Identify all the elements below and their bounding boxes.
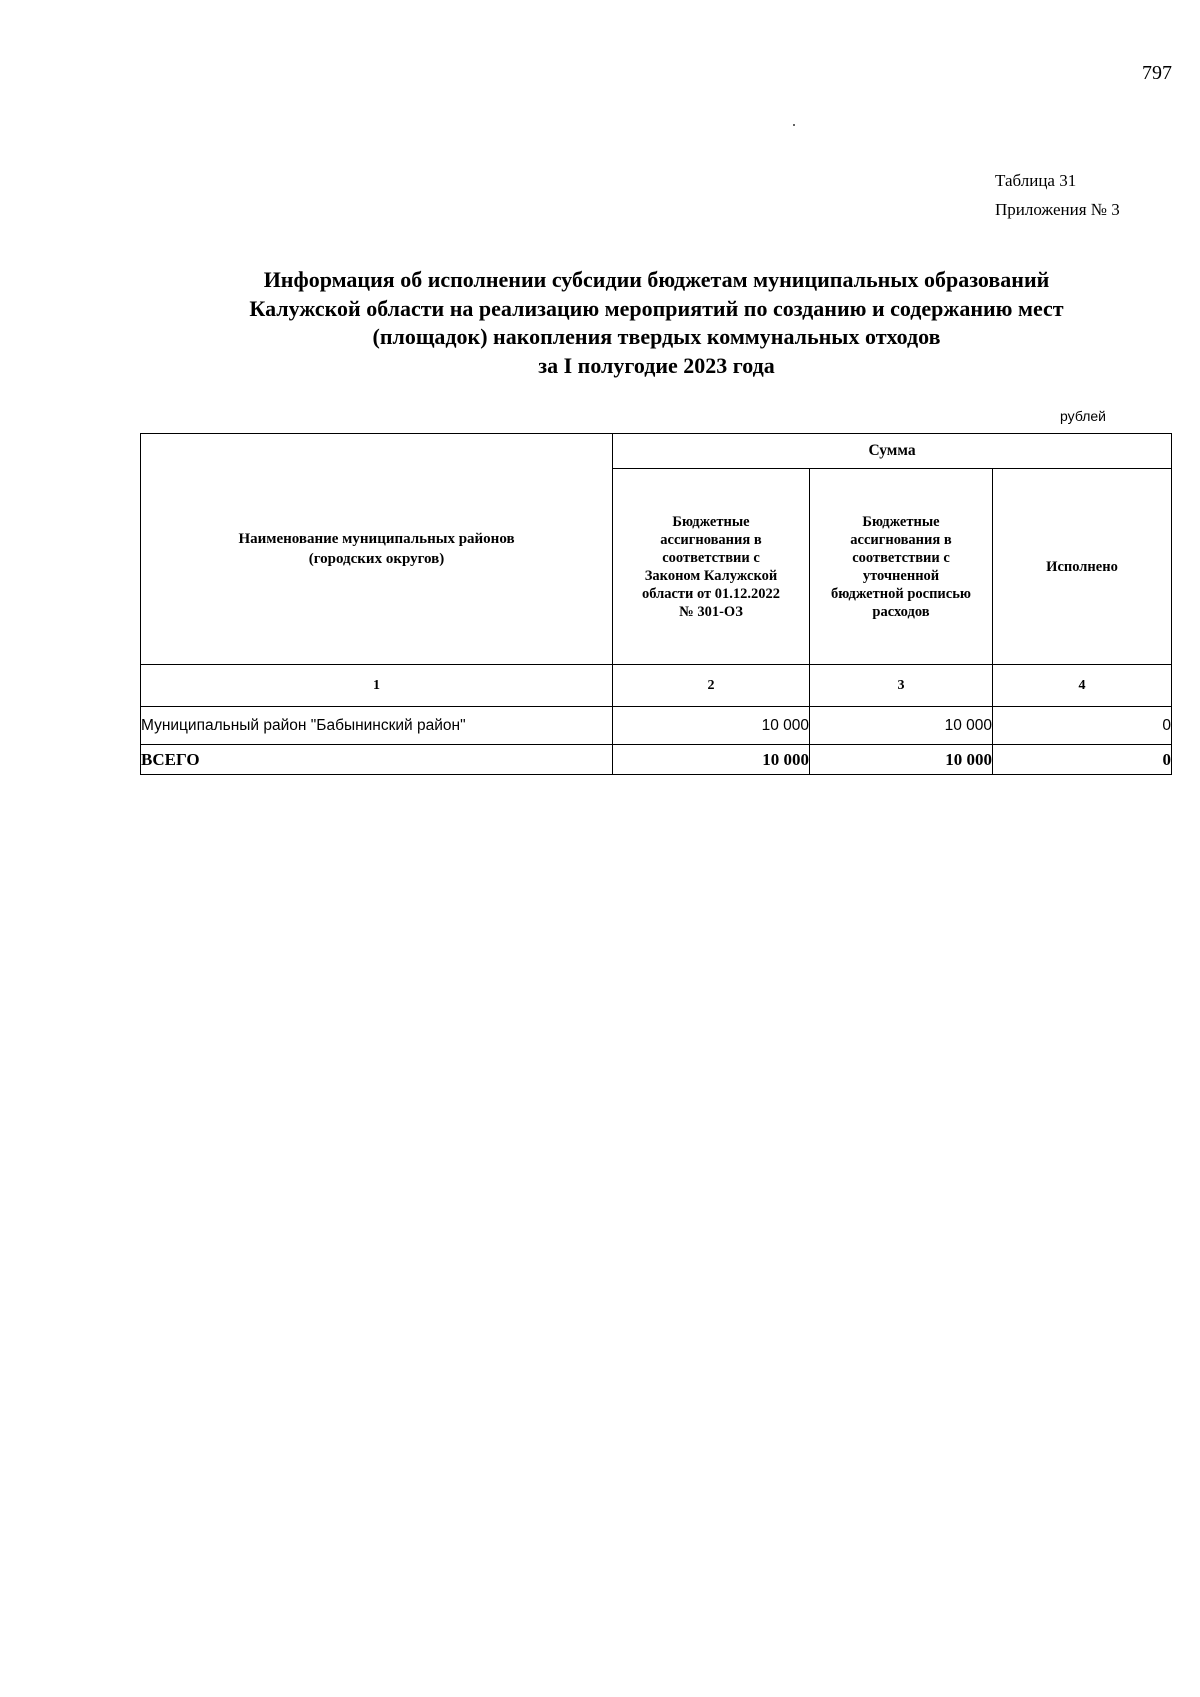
scan-speck [793, 124, 795, 126]
header-col3-line-6: расходов [872, 603, 930, 620]
header-col2-line-4: Законом Калужской [644, 567, 778, 584]
document-title [140, 266, 1173, 380]
subsidy-table [140, 433, 1172, 775]
title-line-3: (площадок) накопления твердых коммунальных отходов [372, 324, 941, 349]
table-ref-line-1: Таблица 31 [995, 171, 1077, 190]
table-row [141, 707, 1172, 745]
row-col4-value: 0 [993, 707, 1172, 745]
header-name-line-1: Наименование муниципальных районов [238, 531, 515, 547]
page-number: 797 [1142, 62, 1172, 84]
header-col2-line-2: ассигнования в [660, 531, 762, 548]
header-col2-cell [613, 469, 810, 665]
header-col4-cell: Исполнено [993, 469, 1172, 665]
header-col2-line-3: соответствии с [662, 549, 760, 566]
header-row-top [141, 434, 1172, 469]
row-col3-value: 10 000 [810, 707, 993, 745]
header-sum-cell: Сумма [613, 434, 1172, 469]
column-number-3: 3 [810, 665, 993, 707]
row-col2-value: 10 000 [613, 707, 810, 745]
column-number-2: 2 [613, 665, 810, 707]
table-ref-line-2: Приложения № 3 [995, 200, 1120, 219]
title-line-4: за I полугодие 2023 года [538, 352, 775, 378]
header-col3-line-3: соответствии с [852, 549, 950, 566]
column-number-row [141, 665, 1172, 707]
table-reference [995, 166, 1120, 224]
units-label: рублей [1060, 408, 1106, 424]
header-col2-line-5: области от 01.12.2022 [641, 585, 781, 602]
header-col2-line-6: № 301-ОЗ [679, 603, 743, 620]
header-name-cell [141, 434, 613, 665]
header-col3-line-4: уточненной [862, 567, 940, 584]
total-col3-value: 10 000 [810, 745, 993, 775]
total-col4-value: 0 [993, 745, 1172, 775]
header-col3-line-2: ассигнования в [850, 531, 952, 548]
title-line-2: Калужской области на реализацию мероприятий по созданию и содержанию мест [249, 295, 1064, 321]
title-line-1: Информация об исполнении субсидии бюджетам муниципальных образований [263, 267, 1050, 292]
header-col3-line-1: Бюджетные [862, 513, 940, 530]
header-col3-cell [810, 469, 993, 665]
column-number-1: 1 [141, 665, 613, 707]
header-name-line-2: (городских округов) [308, 551, 445, 567]
header-col3-line-5: бюджетной росписью [831, 585, 971, 602]
total-row [141, 745, 1172, 775]
header-col2-line-1: Бюджетные [672, 513, 750, 530]
row-district-name: Муниципальный район "Бабынинский район" [141, 707, 613, 745]
column-number-4: 4 [993, 665, 1172, 707]
total-label: ВСЕГО [141, 745, 613, 775]
total-col2-value: 10 000 [613, 745, 810, 775]
